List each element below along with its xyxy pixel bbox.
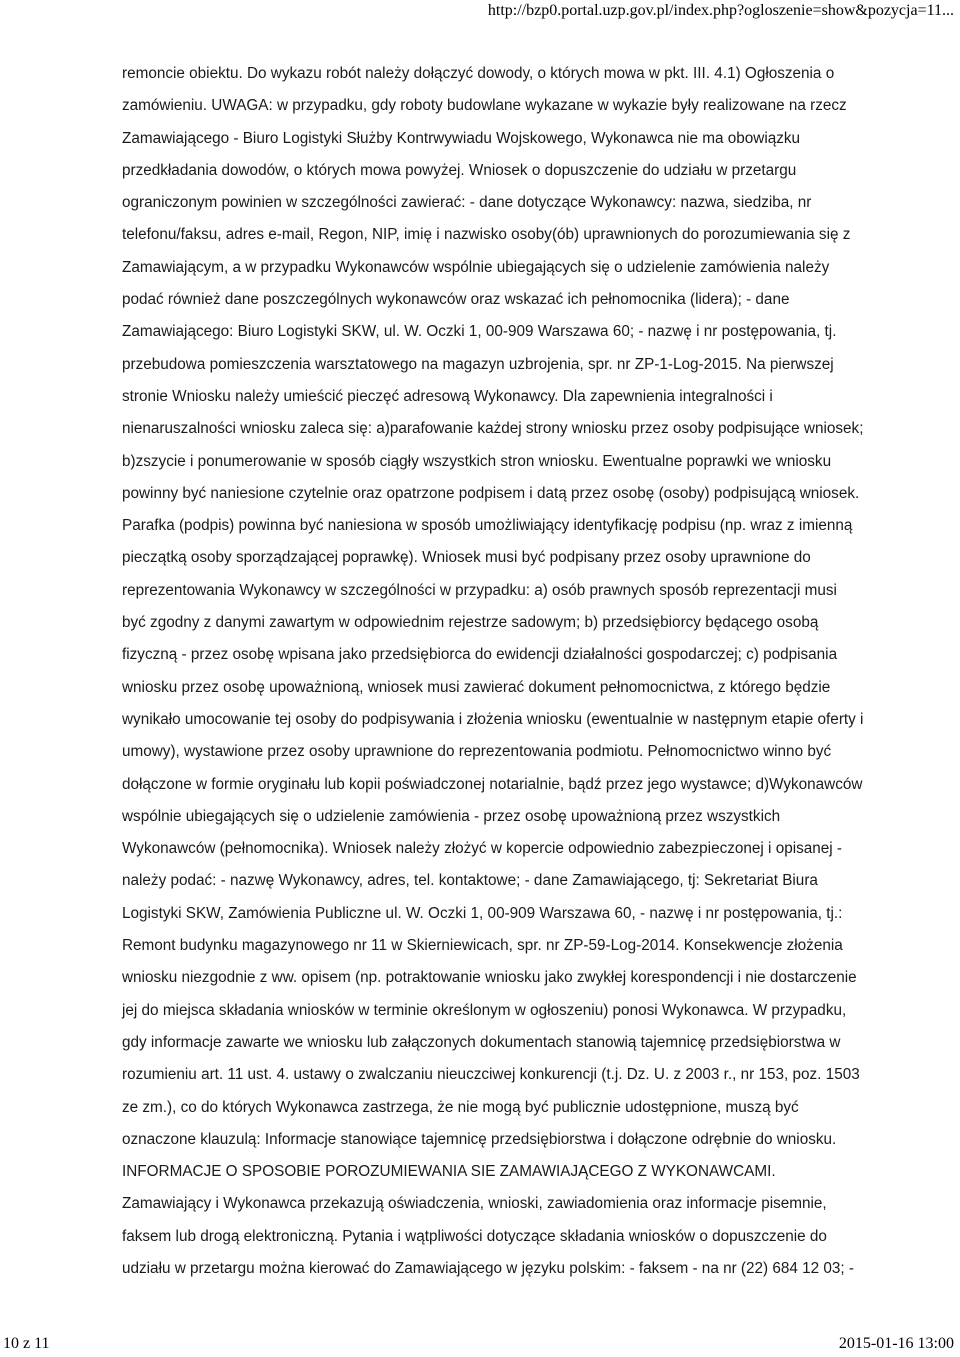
text-line: Wykonawców (pełnomocnika). Wniosek należy złożyć w kopercie odpowiednio zabezpieczonej i opisanej - [122, 840, 843, 858]
text-line: Zamawiający i Wykonawca przekazują oświadczenia, wnioski, zawiadomienia oraz informacje pisemnie, [122, 1195, 827, 1213]
text-line: powinny być naniesione czytelnie oraz opatrzone podpisem i datą przez osobę (osoby) podpisującą wniosek. [122, 484, 860, 502]
text-line: należy podać: - nazwę Wykonawcy, adres, tel. kontaktowe; - dane Zamawiającego, tj: Sekretariat Biura [122, 872, 818, 890]
text-line: stronie Wniosku należy umieścić pieczęć adresową Wykonawcy. Dla zapewnienia integralności i [122, 387, 773, 405]
text-line: podać również dane poszczególnych wykonawców oraz wskazać ich pełnomocnika (lidera); - dane [122, 291, 790, 309]
text-line: reprezentowania Wykonawcy w szczególności w przypadku: a) osób prawnych sposób reprezentacji musi [122, 581, 837, 599]
text-line: Zamawiającego - Biuro Logistyki Służby Kontrwywiadu Wojskowego, Wykonawca nie ma obowiązku [122, 129, 801, 147]
document-body [122, 62, 906, 1289]
text-line: przebudowa pomieszczenia warsztatowego na magazyn uzbrojenia, spr. nr ZP-1-Log-2015. Na pierwszej [122, 355, 834, 373]
text-line: wniosku niezgodnie z ww. opisem (np. potraktowanie wniosku jako zwykłej korespondencji i nie dostarczenie [122, 969, 857, 987]
text-line: telefonu/faksu, adres e-mail, Regon, NIP, imię i nazwisko osoby(ób) uprawnionych do porozumiewania się z [122, 226, 851, 244]
print-timestamp: 2015-01-16 13:00 [838, 1335, 954, 1352]
text-line: ograniczonym powinien w szczególności zawierać: - dane dotyczące Wykonawcy: nazwa, siedziba, nr [122, 194, 812, 212]
text-line: być zgodny z danymi zawartym w odpowiednim rejestrze sadowym; b) przedsiębiorcy będącego osobą [122, 614, 819, 632]
text-line: udziału w przetargu można kierować do Zamawiającego w języku polskim: - faksem - na nr (22) 684 12 03; - [122, 1259, 855, 1277]
text-line: Remont budynku magazynowego nr 11 w Skierniewicach, spr. nr ZP-59-Log-2014. Konsekwencje złożenia [122, 937, 843, 955]
page-url: http://bzp0.portal.uzp.gov.pl/index.php?ogloszenie=show&pozycja=11... [487, 2, 954, 19]
text-line: dołączone w formie oryginału lub kopii poświadczonej notarialnie, bądź przez jego wystawce; d)Wykonawców [122, 775, 863, 793]
text-line: Zamawiającym, a w przypadku Wykonawców wspólnie ubiegających się o udzielenie zamówienia należy [122, 258, 830, 276]
text-line: fizyczną - przez osobę wpisana jako przedsiębiorca do ewidencji działalności gospodarczej; c) podpisania [122, 646, 838, 664]
text-line: Logistyki SKW, Zamówienia Publiczne ul. W. Oczki 1, 00-909 Warszawa 60, - nazwę i nr postępowania, tj.: [122, 904, 843, 922]
text-line: pieczątką osoby sporządzającej poprawkę). Wniosek musi być podpisany przez osoby uprawnione do [122, 549, 811, 567]
text-line: Zamawiającego: Biuro Logistyki SKW, ul. W. Oczki 1, 00-909 Warszawa 60; - nazwę i nr postępowania, tj. [122, 323, 837, 341]
text-line: wspólnie ubiegających się o udzielenie zamówienia - przez osobę upoważnioną przez wszystkich [122, 807, 781, 825]
page-number: 10 z 11 [3, 1335, 50, 1352]
text-line: faksem lub drogą elektroniczną. Pytania i wątpliwości dotyczące składania wniosków o dopuszczenie do [122, 1227, 827, 1245]
text-line: zamówieniu. UWAGA: w przypadku, gdy roboty budowlane wykazane w wykazie były realizowane na rzecz [122, 97, 847, 115]
text-line: oznaczone klauzulą: Informacje stanowiące tajemnicę przedsiębiorstwa i dołączone odrębnie do wniosku. [122, 1130, 837, 1148]
text-line: b)zszycie i ponumerowanie w sposób ciągły wszystkich stron wniosku. Ewentualne poprawki we wniosku [122, 452, 832, 470]
text-line: wniosku przez osobę upoważnioną, wniosek musi zawierać dokument pełnomocnictwa, z którego będzie [122, 678, 831, 696]
text-line: nienaruszalności wniosku zaleca się: a)parafowanie każdej strony wniosku przez osoby podpisujące wniosek; [122, 420, 864, 438]
text-line: jej do miejsca składania wniosków w terminie określonym w ogłoszeniu) ponosi Wykonawca. W przypadku, [122, 1001, 847, 1019]
text-line: remoncie obiektu. Do wykazu robót należy dołączyć dowody, o których mowa w pkt. III. 4.1) Ogłoszenia o [122, 65, 835, 82]
text-line: rozumieniu art. 11 ust. 4. ustawy o zwalczaniu nieuczciwej konkurencji (t.j. Dz. U. z 2003 r., nr 153, poz. 1503 [122, 1066, 860, 1084]
text-line: gdy informacje zawarte we wniosku lub załączonych dokumentach stanowią tajemnicę przedsiębiorstwa w [122, 1033, 841, 1051]
text-line: przedkładania dowodów, o których mowa powyżej. Wniosek o dopuszczenie do udziału w przetargu [122, 161, 797, 179]
text-line: wynikało umocowanie tej osoby do podpisywania i złożenia wniosku (ewentualnie w następnym etapie oferty i [122, 710, 864, 728]
text-line: INFORMACJE O SPOSOBIE POROZUMIEWANIA SIE ZAMAWIAJĄCEGO Z WYKONAWCAMI. [122, 1163, 776, 1181]
text-line: Parafka (podpis) powinna być naniesiona w sposób umożliwiający identyfikację podpisu (np. wraz z imienną [122, 517, 853, 535]
text-line: umowy), wystawione przez osoby uprawnione do reprezentowania podmiotu. Pełnomocnictwo winno być [122, 743, 832, 761]
text-line: ze zm.), co do których Wykonawca zastrzega, że nie mogą być publicznie udostępnione, muszą być [122, 1098, 799, 1116]
